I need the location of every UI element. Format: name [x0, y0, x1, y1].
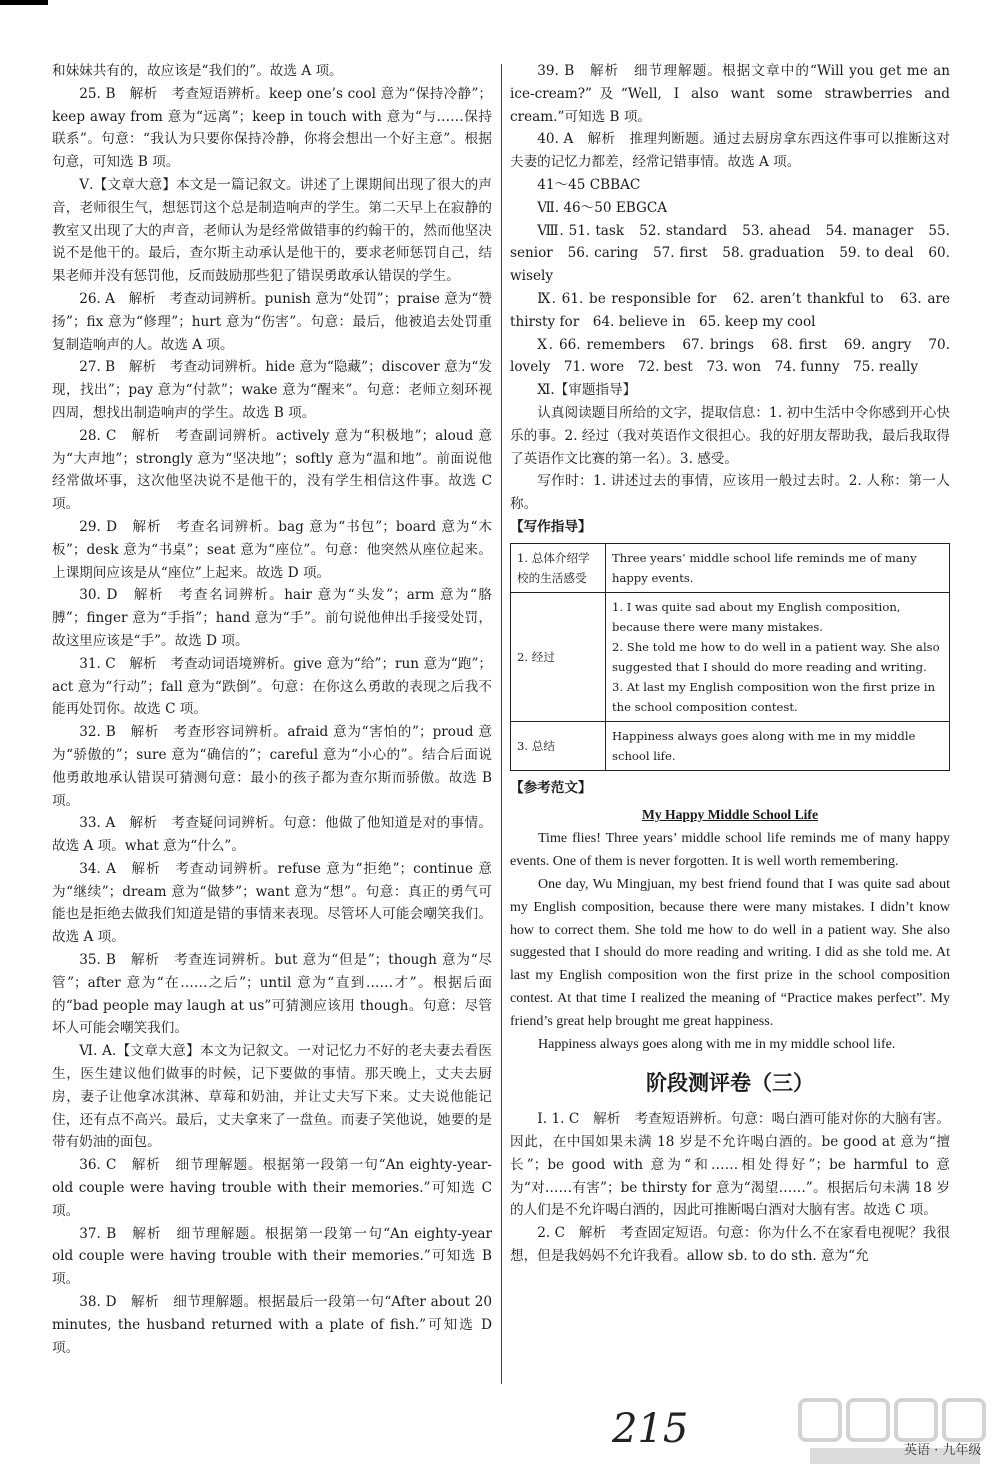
answer-paragraph: 30. D 解析 考查名词辨析。hair 意为“头发”；arm 意为“胳膊”；finger 意为“手指”；hand 意为“手”。前句说他伸出手接受处罚，故这里应该是“手”。故选 D 项。 [52, 587, 492, 649]
answer-paragraph: 32. B 解析 考查形容词辨析。afraid 意为“害怕的”；proud 意为“骄傲的”；sure 意为“确信的”；careful 意为“小心的”。结合后面说他勇敢地承认错误可猜测句意：最小的孩子都为查尔斯而骄傲。故选 B 项。 [52, 724, 492, 809]
guide-row [511, 592, 950, 721]
answer-paragraph: 和妹妹共有的，故应该是“我们的”。故选 A 项。 [52, 63, 343, 79]
guide-stage: 3. 总结 [511, 721, 606, 770]
guide-line: 1. I was quite sad about my English composition, because there were many mistakes. [612, 599, 901, 634]
sample-essay-label: 【参考范文】 [510, 779, 592, 796]
answer-paragraph: 25. B 解析 考查短语辨析。keep one’s cool 意为“保持冷静”；keep away from 意为“远离”；keep in touch with 意为“与……保持联系”。句意：“我认为只要你保持冷静，你将会想出一个好主意”。根据句意，可知选 B 项。 [52, 85, 492, 171]
answer-paragraph: Ⅰ. 1. C 解析 考查短语辨析。句意：喝白酒可能对你的大脑有害。因此，在中国如果未满 18 岁是不允许喝白酒的。be good at 意为“擅长”；be good with 意为“和……相处得好”；be harmful to 意为“对……有害”；be thirsty for 意为“渴望……”。根据后句未满 18 岁的人们是不允许喝白酒的，因此可推断喝白酒对大脑有害。故选 C 项。 [510, 1111, 950, 1219]
essay-paragraph: Happiness always goes along with me in my middle school life. [538, 1036, 896, 1052]
guide-line: Three years’ middle school life reminds me of many happy events. [612, 550, 917, 585]
answer-paragraph: 39. B 解析 细节理解题。根据文章中的“Will you get me an ice-cream?”及“Well, I also want some strawberries and cream.”可知选 B 项。 [510, 63, 950, 125]
essay-paragraph: One day, Wu Mingjuan, my best friend found that I was quite sad about my English composition, because there were many mistakes. I didn’t know how to correct them. She told me how to do well in a patient way. She also suggested that I should do more reading and writing. I did as she told me. At last my English composition won the first prize in the school composition contest. At that time I realized the meaning of “Practice makes perfect”. My friend’s great help brought me great happiness. [510, 876, 950, 1029]
answer-paragraph: 37. B 解析 细节理解题。根据第一段第一句“An eighty-year old couple were having trouble with their memories.”可知选 B 项。 [52, 1225, 492, 1288]
corner-mark [0, 0, 48, 5]
answer-paragraph: 36. C 解析 细节理解题。根据第一段第一句“An eighty-year-old couple were having trouble with their memories.”可知选 C 项。 [52, 1157, 492, 1219]
left-column [52, 60, 492, 1359]
guide-row [511, 543, 950, 592]
guide-stage: 2. 经过 [511, 592, 606, 721]
essay-paragraph: Time flies! Three years’ middle school life reminds me of many happy events. One of them is never forgotten. It is well worth remembering. [510, 831, 950, 870]
guide-line: Happiness always goes along with me in my middle school life. [612, 728, 916, 763]
answer-paragraph: Ⅷ. 51. task 52. standard 53. ahead 54. manager 55. senior 56. caring 57. first 58. graduation 59. to deal 60. wisely [510, 222, 950, 285]
guide-row [511, 721, 950, 770]
right-column-bottom-answers [510, 1108, 950, 1268]
answer-paragraph: 写作时：1. 讲述过去的事情，应该用一般过去时。2. 人称：第一人称。 [510, 473, 950, 513]
answer-paragraph: Ⅴ.【文章大意】本文是一篇记叙文。讲述了上课期间出现了很大的声音，老师很生气，想惩罚这个总是制造响声的学生。第二天早上在寂静的教室又出现了大的声音，老师认为是经常做错事的约翰干的，然而他坚决说不是他干的。最后，查尔斯主动承认是他干的，要求老师惩罚自己，结果老师并没有惩罚他，反而鼓励那些犯了错误勇敢承认错误的学生。 [52, 176, 492, 285]
guide-content [606, 543, 950, 592]
page-number: 215 [612, 1406, 689, 1452]
answer-paragraph: Ⅺ.【审题指导】 [537, 382, 637, 399]
answer-paragraph: 41～45 CBBAC [537, 176, 641, 193]
answer-paragraph: 35. B 解析 考查连词辨析。but 意为“但是”；though 意为“尽管”；after 意为“在……之后”；until 意为“直到……才”。根据后面的“bad people may laugh at us”可猜测应该用 though。句意：尽管坏人可能会嘲笑我们。 [52, 952, 492, 1037]
guide-content [606, 592, 950, 721]
answer-paragraph: 认真阅读题目所给的文字，提取信息：1. 初中生活中令你感到开心快乐的事。2. 经过（我对英语作文很担心。我的好朋友帮助我，最后我取得了英语作文比赛的第一名）。3. 感受。 [510, 404, 950, 467]
answer-paragraph: Ⅵ. A.【文章大意】本文为记叙文。一对记忆力不好的老夫妻去看医生，医生建议他们做事的时候，记下要做的事情。那天晚上，丈夫去厨房，妻子让他拿冰淇淋、草莓和奶油，并让丈夫写下来。丈夫说他能记住，还有点不高兴。最后，丈夫拿来了一盘鱼。而妻子笑他说，她要的是带有奶油的面包。 [52, 1043, 492, 1151]
answer-paragraph: 26. A 解析 考查动词辨析。punish 意为“处罚”；praise 意为“赞扬”；fix 意为“修理”；hurt 意为“伤害”。句意：最后，他被追去处罚重复制造响声的人。故选 A 项。 [52, 290, 492, 353]
answer-paragraph: 38. D 解析 细节理解题。根据最后一段第一句“After about 20 minutes, the husband returned with a plate of fish.”可知选 D 项。 [52, 1294, 492, 1356]
answer-paragraph: 31. C 解析 考查动词语境辨析。give 意为“给”；run 意为“跑”；act 意为“行动”；fall 意为“跌倒”。句意：在你这么勇敢的表现之后我不能再处罚你。故选 C 项。 [52, 655, 492, 718]
guide-content [606, 721, 950, 770]
answer-paragraph: 33. A 解析 考查疑问词辨析。句意：他做了他知道是对的事情。故选 A 项。what 意为“什么”。 [52, 815, 492, 855]
answer-paragraph: 28. C 解析 考查副词辨析。actively 意为“积极地”；aloud 意为“大声地”；strongly 意为“坚决地”；softly 意为“温和地”。前面说他经常做坏事，这次他坚决说不是他干的，没有学生相信这件事。故选 C 项。 [52, 427, 492, 513]
right-column-top-answers [510, 60, 950, 516]
section-title: 阶段测评卷（三） [646, 1071, 814, 1096]
guide-line: 2. She told me how to do well in a patient way. She also suggested that I should do more reading and writing. [612, 639, 940, 674]
writing-guide-table [510, 543, 950, 771]
answer-paragraph: Ⅹ. 66. remembers 67. brings 68. first 69. angry 70. lovely 71. wore 72. best 73. won 74. funny 75. really [510, 336, 950, 376]
answer-paragraph: 34. A 解析 考查动词辨析。refuse 意为“拒绝”；continue 意为“继续”；dream 意为“做梦”；want 意为“想”。句意：真正的勇气可能也是拒绝去做我们知道是错的事情来表现。尽管坏人可能会嘲笑我们。故选 A 项。 [52, 860, 492, 946]
answer-paragraph: 27. B 解析 考查动词辨析。hide 意为“隐藏”；discover 意为“发现，找出”；pay 意为“付款”；wake 意为“醒来”。句意：老师立刻环视四周，想找出制造响声的学生。故选 B 项。 [52, 359, 492, 421]
writing-guide-label: 【写作指导】 [510, 518, 592, 535]
guide-line: 3. At last my English composition won the first prize in the school composition contest. [612, 679, 936, 714]
column-divider [501, 64, 502, 1384]
answer-paragraph: Ⅶ. 46～50 EBGCA [537, 199, 668, 216]
guide-stage: 1. 总体介绍学校的生活感受 [511, 543, 606, 592]
essay-body [510, 828, 950, 1056]
answer-paragraph: 40. A 解析 推理判断题。通过去厨房拿东西这件事可以推断这对夫妻的记忆力都差，经常记错事情。故选 A 项。 [510, 131, 950, 171]
essay-title: My Happy Middle School Life [642, 806, 818, 822]
answer-paragraph: 2. C 解析 考查固定短语。句意：你为什么不在家看电视呢？我很想，但是我妈妈不允许我看。allow sb. to do sth. 意为“允 [510, 1225, 950, 1265]
answer-paragraph: Ⅸ. 61. be responsible for 62. aren’t thankful to 63. are thirsty for 64. believe in 65. keep my cool [510, 290, 950, 330]
page-tag: 英语 · 九年级 [904, 1443, 982, 1458]
answer-paragraph: 29. D 解析 考查名词辨析。bag 意为“书包”；board 意为“木板”；desk 意为“书桌”；seat 意为“座位”。句意：他突然从座位起来。上课期间应该是从“座位”上起来。故选 D 项。 [52, 518, 492, 581]
right-column [510, 60, 950, 1268]
